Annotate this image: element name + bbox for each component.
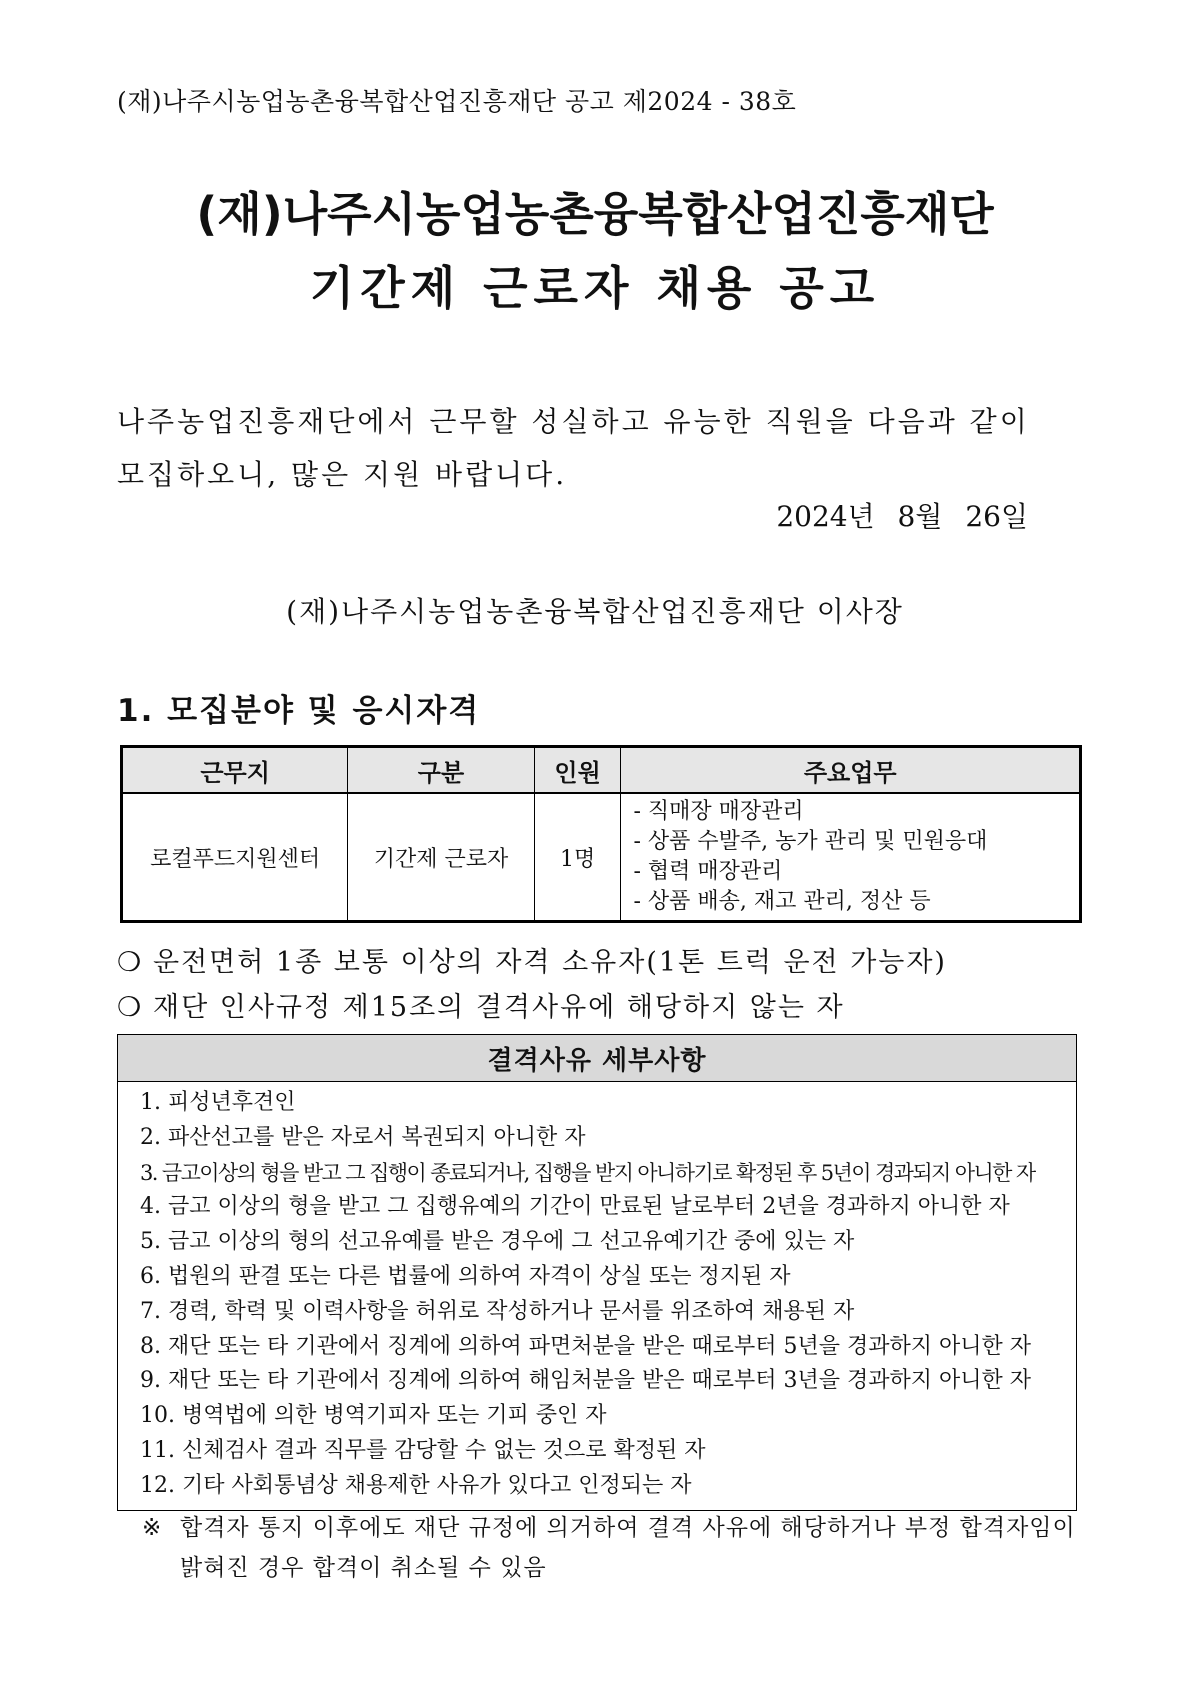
list-item: 5. 금고 이상의 형의 선고유예를 받은 경우에 그 선고유예기간 중에 있는 자 — [140, 1229, 855, 1255]
cell-duties — [621, 793, 1081, 922]
page-title: (재)나주시농업농촌융복합산업진흥재단 — [196, 187, 994, 241]
table-row — [122, 793, 1081, 922]
reference-mark-icon: ※ — [142, 1515, 163, 1541]
qualification-list — [117, 940, 947, 1030]
circle-bullet-icon: ❍ — [117, 947, 144, 978]
duty-item: - 상품 배송, 재고 관리, 정산 등 — [633, 889, 931, 914]
list-item: 6. 법원의 판결 또는 다른 법률에 의하여 자격이 상실 또는 정지된 자 — [140, 1263, 791, 1289]
disqualification-list — [118, 1082, 1077, 1511]
header-count: 인원 — [534, 747, 621, 794]
list-item: 1. 피성년후견인 — [140, 1090, 296, 1115]
disqualification-header: 결격사유 세부사항 — [118, 1035, 1077, 1082]
page-subtitle: 기간제 근로자 채용 공고 — [309, 261, 881, 315]
list-item — [117, 985, 947, 1030]
list-item: 12. 기타 사회통념상 채용제한 사유가 있다고 인정되는 자 — [140, 1472, 692, 1498]
header-location: 근무지 — [122, 747, 348, 794]
list-item: 4. 금고 이상의 형을 받고 그 집행유예의 기간이 만료된 날로부터 2년을 경과하지 아니한 자 — [140, 1194, 1010, 1220]
cell-location: 로컬푸드지원센터 — [122, 793, 348, 922]
duty-item: - 상품 수발주, 농가 관리 및 민원응대 — [633, 829, 988, 854]
list-item: 9. 재단 또는 타 기관에서 징계에 의하여 해임처분을 받은 때로부터 3년을 경과하지 아니한 자 — [140, 1368, 1031, 1394]
recruitment-table — [120, 745, 1082, 923]
list-item: 2. 파산선고를 받은 자로서 복권되지 아니한 자 — [140, 1124, 586, 1150]
list-item: 10. 병역법에 의한 병역기피자 또는 기피 중인 자 — [140, 1403, 607, 1429]
intro-paragraph: 나주농업진흥재단에서 근무할 성실하고 유능한 직원을 다음과 같이 모집하오니, 많은 지원 바랍니다. — [117, 405, 1030, 491]
circle-bullet-icon: ❍ — [117, 992, 144, 1023]
list-item: 3. 금고이상의 형을 받고 그 집행이 종료되거나, 집행을 받지 아니하기로 확정된 후 5년이 경과되지 아니한 자 — [140, 1160, 1035, 1185]
list-item: 11. 신체검사 결과 직무를 감당할 수 없는 것으로 확정된 자 — [140, 1437, 706, 1463]
list-item: 8. 재단 또는 타 기관에서 징계에 의하여 파면처분을 받은 때로부터 5년을 경과하지 아니한 자 — [140, 1333, 1031, 1359]
table-header-row — [122, 747, 1081, 794]
section-heading: 1. 모집분야 및 응시자격 — [117, 693, 481, 729]
duty-item: - 협력 매장관리 — [633, 859, 783, 884]
footnote-text: 합격자 통지 이후에도 재단 규정에 의거하여 결격 사유에 해당하거나 부정 합격자임이 밝혀진 경우 합격이 취소될 수 있음 — [180, 1515, 1076, 1581]
header-type: 구분 — [348, 747, 534, 794]
footnote — [142, 1508, 1092, 1588]
announcement-date: 2024년 8월 26일 — [776, 500, 1028, 533]
qualification-text: 운전면허 1종 보통 이상의 자격 소유자(1톤 트럭 운전 가능자) — [153, 947, 947, 978]
duty-item: - 직매장 매장관리 — [633, 799, 804, 824]
disqualification-table — [117, 1034, 1077, 1511]
notice-number: (재)나주시농업농촌융복합산업진흥재단 공고 제2024 - 38호 — [117, 87, 797, 116]
cell-type: 기간제 근로자 — [348, 793, 534, 922]
header-duties: 주요업무 — [621, 747, 1081, 794]
qualification-text: 재단 인사규정 제15조의 결격사유에 해당하지 않는 자 — [153, 992, 845, 1023]
list-item — [117, 940, 947, 985]
issuer: (재)나주시농업농촌융복합산업진흥재단 이사장 — [286, 595, 904, 628]
cell-count: 1명 — [534, 793, 621, 922]
list-item: 7. 경력, 학력 및 이력사항을 허위로 작성하거나 문서를 위조하여 채용된 자 — [140, 1298, 855, 1324]
